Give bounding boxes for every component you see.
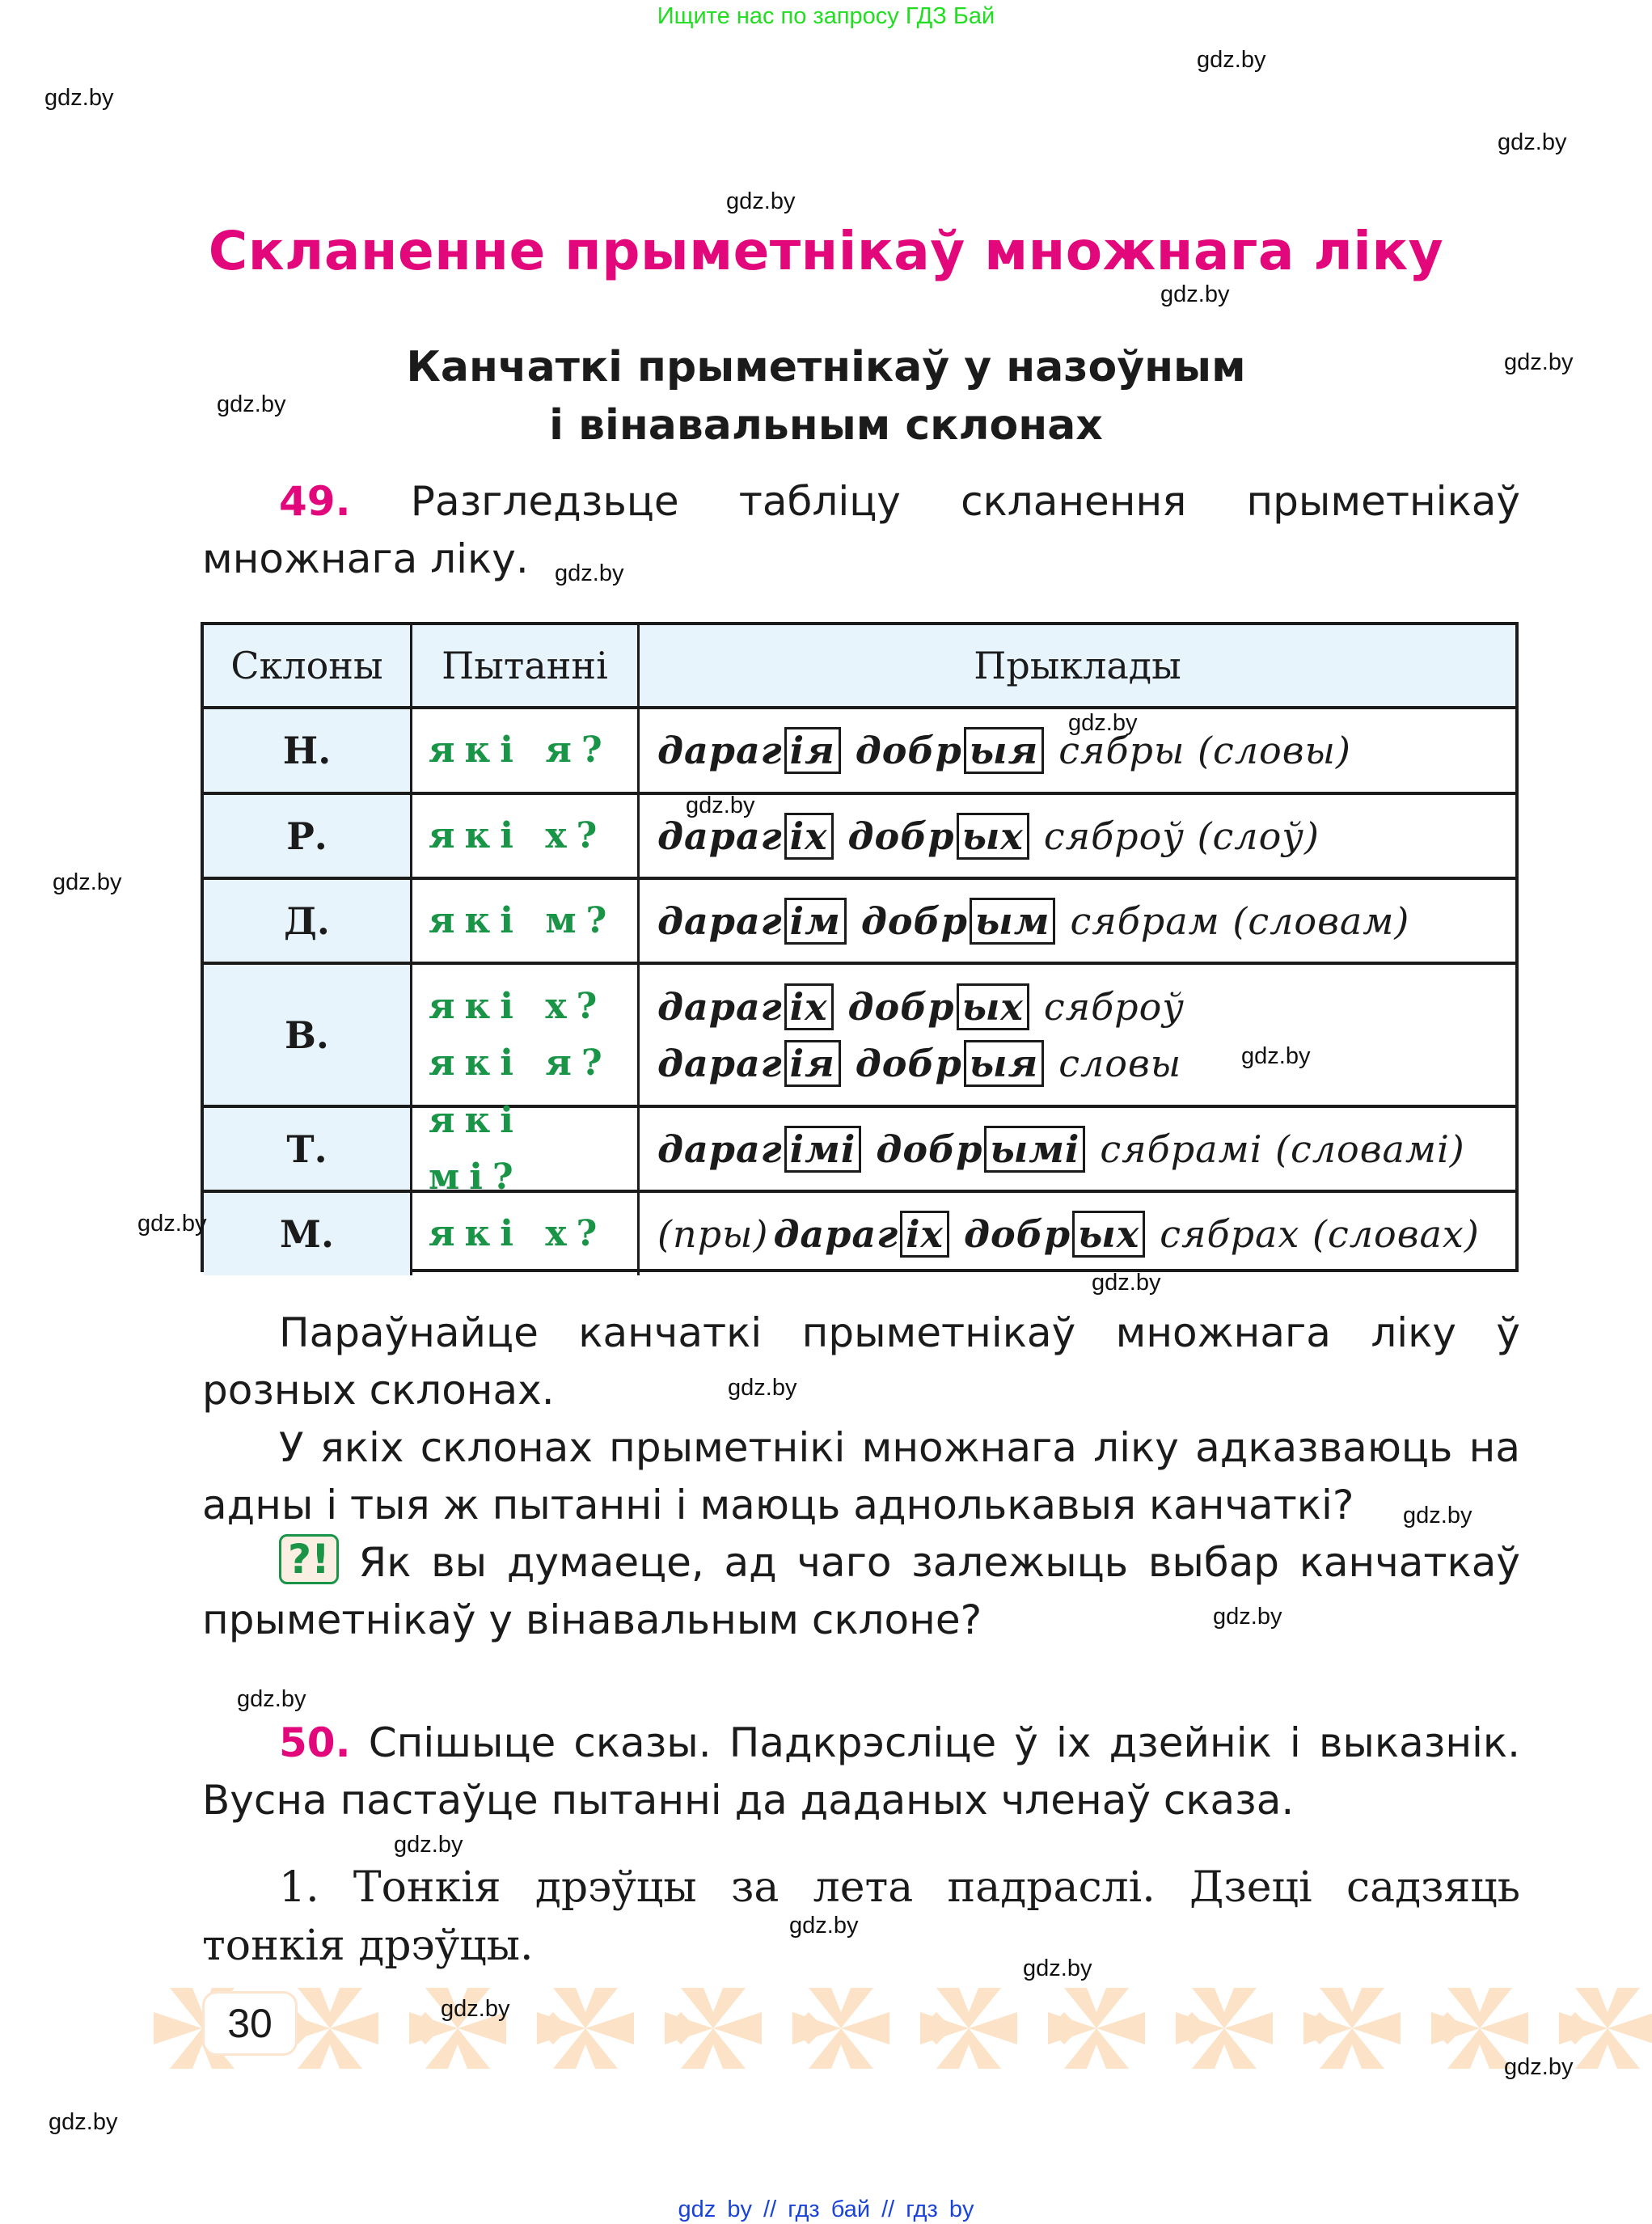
ending-box: ых	[957, 983, 1029, 1030]
watermark-text: gdz.by	[137, 1211, 207, 1237]
ending-box: ым	[970, 898, 1056, 945]
question-cell	[412, 1193, 640, 1275]
ending-box: ых	[957, 813, 1029, 860]
case-cell: Д.	[204, 880, 412, 962]
adjective-stem: дараг	[657, 1041, 783, 1085]
question-text: які х?	[429, 814, 607, 856]
paragraph-compare: Параўнайце канчаткі прыметнікаў множнага ліку ў розных склонах.	[202, 1309, 1520, 1414]
table-row	[204, 706, 1515, 792]
example-cell	[640, 880, 1515, 962]
ending-box: іх	[784, 813, 834, 860]
adjective-stem: дараг	[657, 729, 783, 772]
watermark-text: gdz.by	[1504, 349, 1574, 375]
noun-text: сябры (словы)	[1058, 729, 1351, 772]
watermark-text: gdz.by	[44, 85, 114, 111]
watermark-text: gdz.by	[1241, 1043, 1311, 1069]
watermark-text: gdz.by	[441, 1996, 510, 2022]
case-cell: В.	[204, 965, 412, 1105]
question-cell	[412, 1099, 640, 1198]
case-cell: Р.	[204, 795, 412, 877]
header-examples: Прыклады	[974, 644, 1181, 687]
ending-box: ія	[784, 1040, 841, 1087]
table-header-row	[204, 625, 1515, 706]
adjective-stem: добр	[855, 1041, 962, 1085]
watermark-text: gdz.by	[1068, 710, 1138, 736]
table-row	[204, 1099, 1515, 1198]
adjective-stem: добр	[847, 814, 955, 858]
question-text: які я?	[429, 729, 612, 771]
adjective-stem: добр	[847, 984, 955, 1029]
noun-text: сяброў	[1043, 984, 1185, 1029]
header-questions: Пытанні	[412, 625, 640, 706]
watermark-text: gdz.by	[237, 1686, 306, 1712]
think-badge-icon: ?!	[279, 1534, 339, 1584]
question-cell	[412, 709, 640, 792]
adjective-stem: дараг	[657, 984, 783, 1029]
ending-box: ім	[784, 898, 847, 945]
watermark-text: gdz.by	[1213, 1604, 1282, 1630]
example-line	[657, 893, 1409, 949]
think-text: Як вы думаеце, ад чаго залежыць выбар канчаткаў прыметнікаў у вінавальным склоне?	[202, 1539, 1520, 1643]
paragraph-think	[202, 1534, 1520, 1649]
paragraph-question: У якіх склонах прыметнікі множнага ліку адказваюць на адны і тыя ж пытанні і маюць аднолькавыя канчаткі?	[202, 1424, 1520, 1528]
example-line	[657, 808, 1320, 865]
watermark-text: gdz.by	[1403, 1503, 1472, 1528]
noun-text: сябрам (словам)	[1070, 898, 1410, 943]
watermark-text: gdz.by	[686, 793, 755, 818]
adjective-stem: добр	[963, 1212, 1071, 1256]
adjective-stem: дараг	[657, 898, 783, 943]
exercise-49	[202, 473, 1520, 588]
example-preposition: (пры)	[657, 1212, 769, 1256]
watermark-text: gdz.by	[49, 2109, 118, 2135]
exercise-number: 50.	[279, 1719, 351, 1766]
table-row	[204, 877, 1515, 962]
example-line	[657, 1121, 1465, 1178]
question-text: які я?	[429, 1042, 612, 1084]
page-number: 30	[202, 1991, 298, 2056]
question-text: які х?	[429, 985, 607, 1027]
example-cell	[640, 1108, 1515, 1190]
watermark-text: gdz.by	[1197, 47, 1266, 73]
exercise-50-example: 1. Тонкія дрэўцы за лета падраслі. Дзеці садзяць тонкія дрэўцы.	[202, 1863, 1520, 1970]
declension-table	[201, 622, 1519, 1272]
ending-box: ымі	[984, 1126, 1085, 1173]
watermark-text: gdz.by	[1498, 129, 1567, 155]
ending-box: імі	[784, 1126, 862, 1173]
ending-box: ыя	[964, 1040, 1044, 1087]
noun-text: сябрах (словах)	[1160, 1212, 1480, 1256]
noun-text: сяброў (слоў)	[1043, 814, 1320, 858]
ending-box: ых	[1072, 1211, 1145, 1258]
adjective-stem: добр	[855, 729, 962, 772]
watermark-text: gdz.by	[1160, 281, 1230, 307]
promo-banner-top: Ищите нас по запросу ГДЗ Бай	[657, 3, 995, 29]
exercise-text: Разгледзьце табліцу скланення прыметнікаў множнага ліку.	[202, 478, 1520, 582]
question-text: які х?	[429, 1213, 607, 1254]
exercise-50	[202, 1715, 1520, 1829]
watermark-text: gdz.by	[728, 1375, 797, 1401]
ending-box: іх	[900, 1211, 949, 1258]
example-cell	[640, 1193, 1515, 1275]
adjective-stem: дараг	[657, 814, 783, 858]
table-row	[204, 962, 1515, 1105]
example-line	[657, 722, 1351, 779]
adjective-stem: дараг	[773, 1212, 899, 1256]
question-cell	[412, 795, 640, 877]
page-title: Скланенне прыметнікаў множнага ліку	[208, 220, 1444, 282]
ending-box: іх	[784, 983, 834, 1030]
watermark-text: gdz.by	[789, 1913, 859, 1939]
example-cell	[640, 795, 1515, 877]
case-cell: Т.	[204, 1108, 412, 1190]
watermark-text: gdz.by	[217, 391, 286, 417]
ending-box: ыя	[964, 727, 1044, 774]
example-line	[657, 1206, 1480, 1262]
case-cell: Н.	[204, 709, 412, 792]
table-row	[204, 1190, 1515, 1275]
watermark-text: gdz.by	[1504, 2054, 1574, 2080]
watermark-text: gdz.by	[1023, 1956, 1092, 1981]
exercise-number: 49.	[279, 478, 351, 525]
question-cell	[412, 880, 640, 962]
watermark-text: gdz.by	[555, 560, 624, 586]
promo-banner-bottom: gdz by // гдз бай // гдз by	[678, 2197, 974, 2222]
question-cell	[412, 965, 640, 1105]
example-line	[657, 979, 1185, 1035]
watermark-text: gdz.by	[1092, 1270, 1161, 1296]
case-cell: М.	[204, 1193, 412, 1275]
header-cases: Склоны	[204, 625, 412, 706]
noun-text: сябрамі (словамі)	[1100, 1127, 1465, 1171]
adjective-stem: дараг	[657, 1127, 783, 1171]
ending-box: ія	[784, 727, 841, 774]
adjective-stem: добр	[876, 1127, 983, 1171]
question-text: які мі?	[429, 1099, 523, 1198]
noun-text: словы	[1058, 1041, 1182, 1085]
adjective-stem: добр	[860, 898, 968, 943]
watermark-text: gdz.by	[53, 869, 122, 895]
question-text: які м?	[429, 899, 617, 941]
ornament-border-icon	[154, 1980, 1652, 2077]
watermark-text: gdz.by	[726, 188, 796, 214]
subtitle-line-1: Канчаткі прыметнікаў у назоўным	[406, 343, 1246, 391]
watermark-text: gdz.by	[394, 1832, 463, 1858]
example-line	[657, 1035, 1181, 1092]
subtitle-line-2: і вінавальным склонах	[549, 401, 1103, 450]
exercise-text: Спішыце сказы. Падкрэсліце ў іх дзейнік і выказнік. Вусна пастаўце пытанні да даданых членаў сказа.	[202, 1719, 1520, 1824]
example-cell	[640, 965, 1515, 1105]
table-row	[204, 792, 1515, 877]
